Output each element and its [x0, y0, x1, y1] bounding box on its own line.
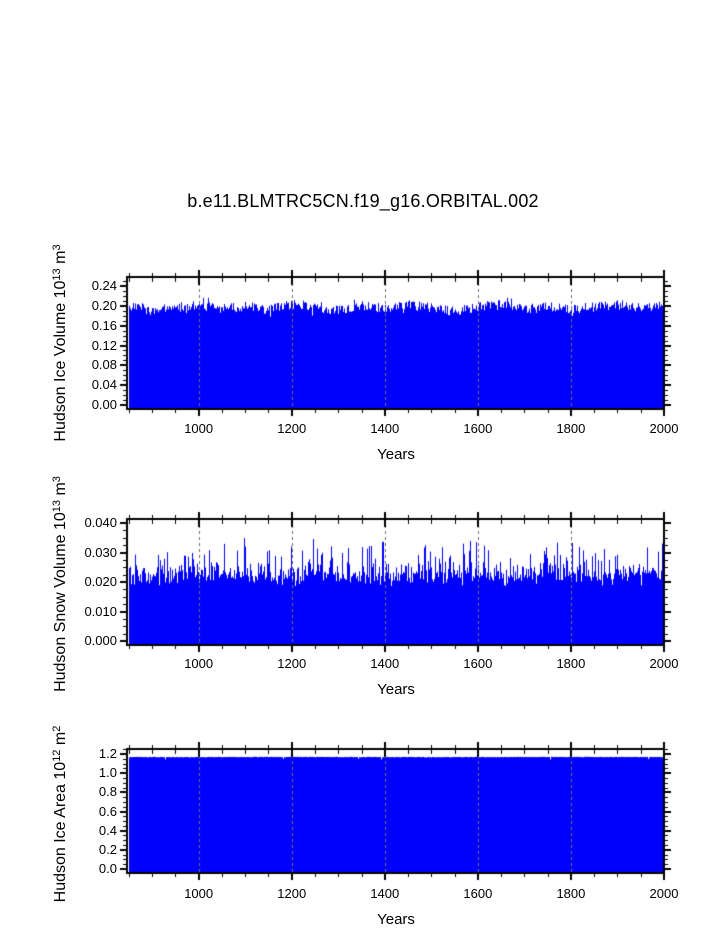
y-axis-title-text: Hudson Ice Area 10	[52, 761, 69, 903]
y-axis-title-text: m	[52, 731, 69, 750]
y-tick-label: 0.0	[98, 861, 117, 876]
x-tick-label: 1200	[277, 886, 307, 901]
y-tick-label: 0.24	[91, 278, 117, 293]
y-axis-title-superscript: 3	[51, 476, 63, 483]
hudson-ice-volume-plot-canvas	[104, 267, 688, 421]
x-tick-label: 2000	[649, 421, 679, 436]
y-tick-label: 0.04	[91, 377, 117, 393]
hudson-snow-volume-plot-canvas	[104, 509, 688, 657]
y-tick-label: 0.16	[91, 317, 117, 333]
y-tick-label: 0.2	[98, 841, 117, 857]
y-tick-label: 0.030	[84, 544, 117, 560]
y-axis-title-superscript: 12	[51, 749, 63, 762]
y-axis-title	[47, 664, 67, 935]
x-axis-title: Years	[377, 911, 415, 928]
y-tick-label: 0.8	[98, 784, 117, 800]
y-axis-title-superscript: 2	[51, 725, 63, 732]
x-tick-label: 1800	[556, 886, 586, 901]
x-tick-label: 2000	[649, 886, 679, 901]
y-tick-label: 1.0	[98, 765, 117, 781]
hudson-ice-area-plot-canvas	[104, 739, 688, 885]
y-tick-label: 0.12	[91, 337, 117, 353]
x-tick-label: 1400	[370, 886, 400, 901]
x-tick-label: 1400	[370, 656, 400, 671]
x-tick-label: 1400	[370, 421, 400, 436]
y-axis-title-text: Hudson Ice Volume 10	[52, 280, 69, 442]
y-tick-label: 0.040	[84, 515, 117, 530]
x-tick-label: 1600	[463, 421, 493, 436]
y-tick-label: 0.6	[98, 803, 117, 819]
y-axis-title-superscript: 3	[51, 244, 63, 251]
x-tick-label: 2000	[649, 656, 679, 671]
y-tick-label: 0.010	[84, 603, 117, 619]
x-tick-label: 1000	[184, 886, 214, 901]
x-tick-label: 1800	[556, 656, 586, 671]
x-tick-label: 1200	[277, 421, 307, 436]
y-axis-title-superscript: 13	[51, 268, 63, 281]
x-axis-title: Years	[377, 681, 415, 698]
y-tick-label: 0.000	[84, 633, 117, 648]
x-tick-label: 1200	[277, 656, 307, 671]
y-tick-label: 0.00	[91, 397, 117, 412]
x-tick-label: 1000	[184, 421, 214, 436]
y-tick-label: 0.020	[84, 574, 117, 589]
x-tick-label: 1800	[556, 421, 586, 436]
y-tick-label: 0.20	[91, 297, 117, 313]
y-axis-title-text: Hudson Snow Volume 10	[52, 512, 69, 692]
y-tick-label: 0.4	[98, 822, 117, 838]
y-tick-label: 1.2	[98, 746, 117, 761]
y-axis-title-text: m	[52, 250, 69, 269]
plot-title: b.e11.BLMTRC5CN.f19_g16.ORBITAL.002	[187, 191, 539, 211]
x-tick-label: 1600	[463, 886, 493, 901]
y-tick-label: 0.08	[91, 357, 117, 373]
x-tick-label: 1000	[184, 656, 214, 671]
y-axis-title-text: m	[52, 482, 69, 500]
x-axis-title: Years	[377, 446, 415, 463]
y-axis-title-superscript: 13	[51, 500, 63, 513]
x-tick-label: 1600	[463, 656, 493, 671]
